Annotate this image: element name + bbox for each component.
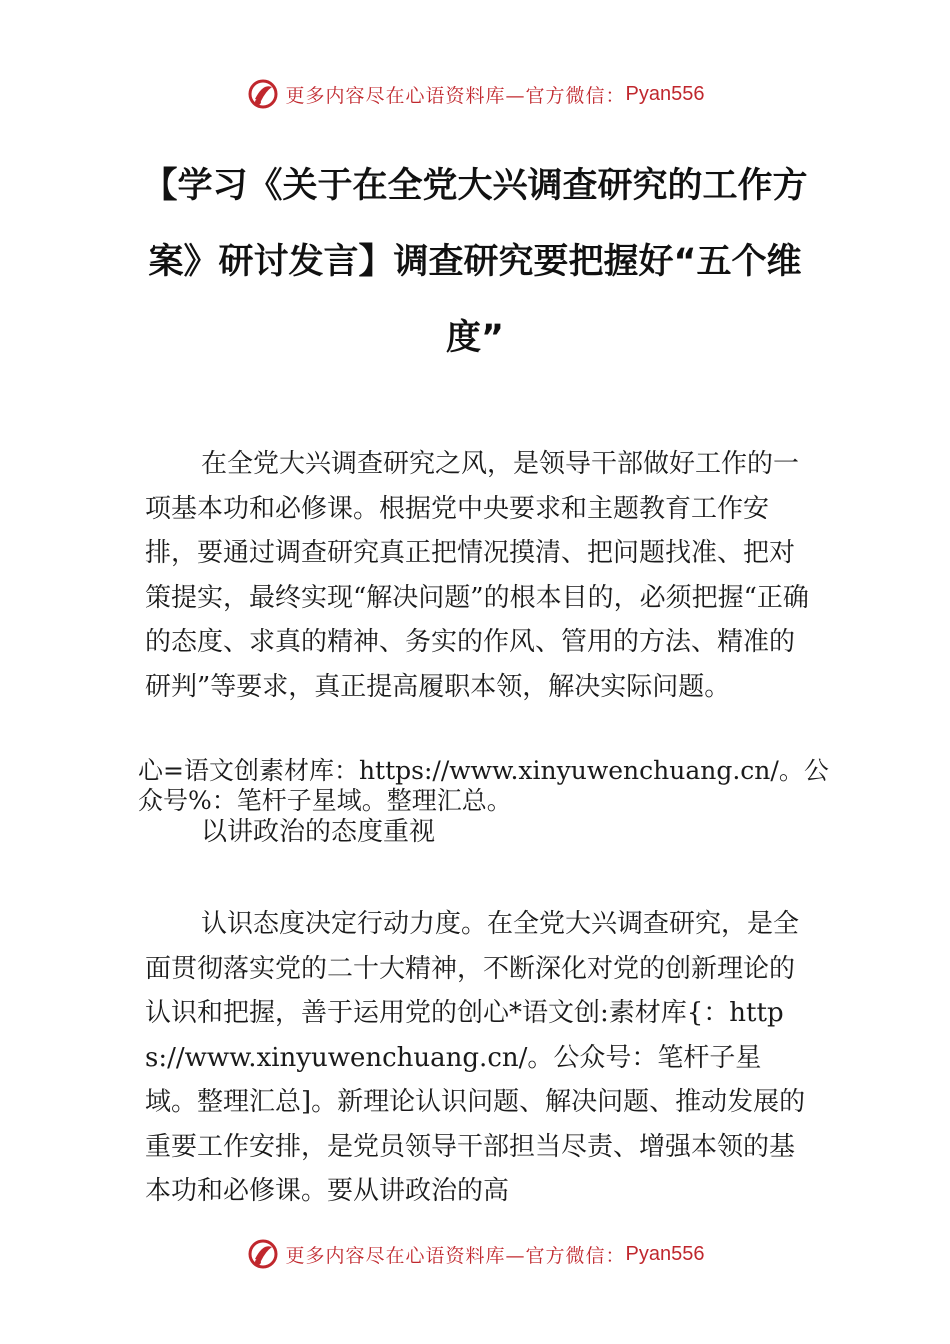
document-title: 【学习《关于在全党大兴调查研究的工作方案》研讨发言】调查研究要把握好“五个维度”: [142, 166, 808, 358]
brush-logo-icon: [246, 1237, 280, 1271]
paragraph-intro: 在全党大兴调查研究之风，是领导干部做好工作的一项基本功和必修课。根据党中央要求和主题教育工作安排，要通过调查研究真正把情况摸清、把问题找准、把对策提实，最终实现“解决问题”的根本目的，必须把握“正确的态度、求真的精神、务实的作风、管用的方法、精准的研判”等要求，真正提高履职本领，解决实际问题。: [145, 449, 809, 702]
header-banner: [0, 74, 950, 114]
banner-text: 更多内容尽在心语资料库—官方微信：: [285, 84, 626, 107]
paragraph-source-note: 心=语文创素材库：https://www.xinyuwenchuang.cn/。公众号%：笔杆子星域。整理汇总。: [138, 756, 829, 815]
banner-text: 更多内容尽在心语资料库—官方微信：: [285, 1244, 626, 1267]
brush-logo-icon: [246, 77, 280, 111]
footer-banner: [0, 1234, 950, 1274]
section-heading: 以讲政治的态度重视: [201, 817, 436, 847]
banner-wechat-id: Pyan556: [625, 82, 705, 105]
banner-wechat-id: Pyan556: [625, 1242, 705, 1265]
paragraph-body: 认识态度决定行动力度。在全党大兴调查研究，是全面贯彻落实党的二十大精神，不断深化对党的创新理论的认识和把握，善于运用党的创心*语文创:素材库{：https://www.xinyuwenchuang.cn/。公众号：笔杆子星域。整理汇总]。新理论认识问题、解决问题、推动发展的重要工作安排，是党员领导干部担当尽责、增强本领的基本功和必修课。要从讲政治的高: [145, 909, 806, 1206]
